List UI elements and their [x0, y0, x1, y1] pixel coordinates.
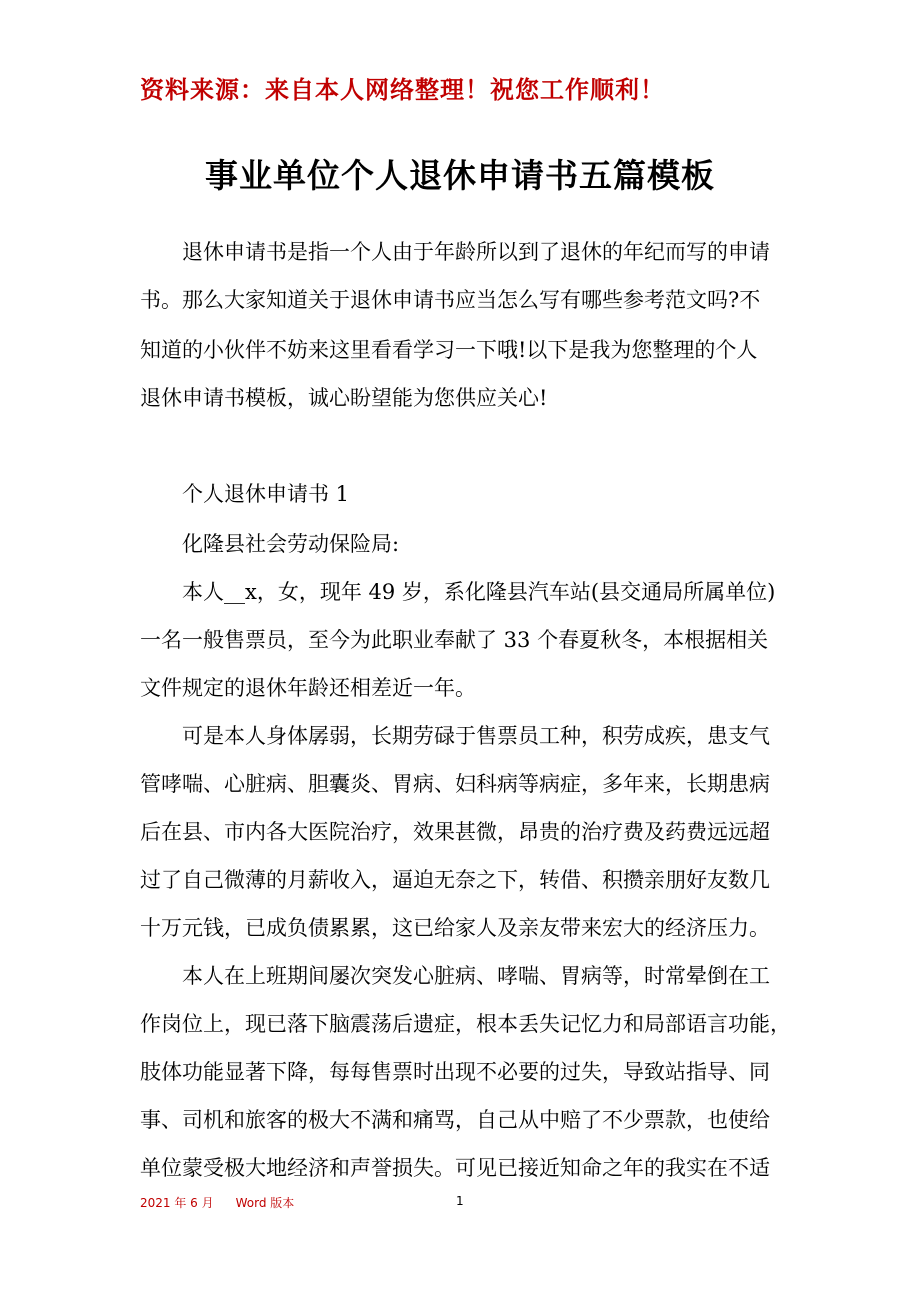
- body-line: 可是本人身体孱弱，长期劳碌于售票员工种，积劳成疾，患支气: [140, 724, 770, 748]
- section-heading: 个人退休申请书 1: [140, 482, 350, 506]
- body-line: 一名一般售票员，至今为此职业奉献了 33 个春夏秋冬，本根据相关: [140, 628, 769, 652]
- body-line: 书。那么大家知道关于退休申请书应当怎么写有哪些参考范文吗?不: [140, 288, 761, 312]
- body-line: 退休申请书模板，诚心盼望能为您供应关心!: [140, 386, 548, 410]
- body-line: 后在县、市内各大医院治疗，效果甚微，昂贵的治疗费及药费远远超: [140, 820, 770, 844]
- body-line: 过了自己微薄的月薪收入，逼迫无奈之下，转借、积攒亲朋好友数几: [140, 868, 770, 892]
- salutation: 化隆县社会劳动保险局:: [140, 532, 400, 556]
- document-title: 事业单位个人退休申请书五篇模板: [205, 156, 715, 195]
- body-line: 退休申请书是指一个人由于年龄所以到了退休的年纪而写的申请: [140, 240, 770, 264]
- page-number: 1: [456, 1194, 464, 1208]
- source-note: 资料来源：来自本人网络整理！祝您工作顺利！: [140, 76, 665, 104]
- body-line: 作岗位上，现已落下脑震荡后遗症，根本丢失记忆力和局部语言功能，: [140, 1012, 791, 1036]
- body-line: 本人在上班期间屡次突发心脏病、哮喘、胃病等，时常晕倒在工: [140, 964, 770, 988]
- footer-date: 2021 年 6 月: [140, 1196, 214, 1210]
- body-line: 知道的小伙伴不妨来这里看看学习一下哦!以下是我为您整理的个人: [140, 338, 758, 362]
- body-line: 本人__x，女，现年 49 岁，系化隆县汽车站(县交通局所属单位): [140, 580, 776, 604]
- body-line: 肢体功能显著下降，每每售票时出现不必要的过失，导致站指导、同: [140, 1060, 770, 1084]
- footer-version: Word 版本: [235, 1196, 295, 1210]
- footer-meta: [140, 1194, 294, 1211]
- body-line: 事、司机和旅客的极大不满和痛骂，自己从中赔了不少票款，也使给: [140, 1108, 770, 1132]
- body-line: 管哮喘、心脏病、胆囊炎、胃病、妇科病等病症，多年来，长期患病: [140, 772, 770, 796]
- body-line: 文件规定的退休年龄还相差近一年。: [140, 676, 476, 700]
- body-line: 单位蒙受极大地经济和声誉损失。可见已接近知命之年的我实在不适: [140, 1156, 770, 1180]
- body-line: 十万元钱，已成负债累累，这已给家人及亲友带来宏大的经济压力。: [140, 916, 770, 940]
